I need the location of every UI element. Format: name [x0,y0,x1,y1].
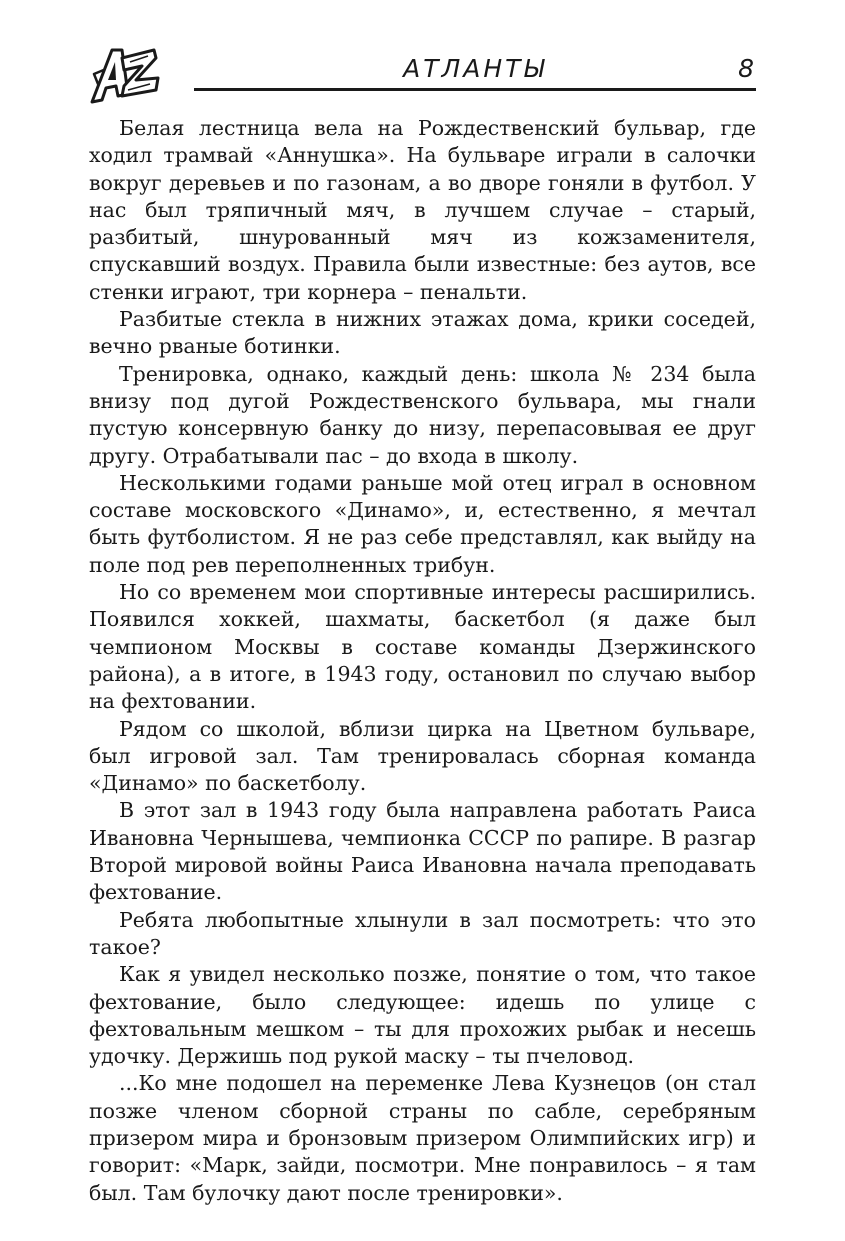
paragraph: Тренировка, однако, каждый день: школа № 234 была внизу под дугой Рождественского бульвара, мы гнали пустую консервную банку до низу, перепасовывая ее друг другу. Отрабатывали пас – до входа в школу. [89,361,756,468]
paragraph: В этот зал в 1943 году была направлена работать Раиса Ивановна Чернышева, чемпионка СССР по рапире. В разгар Второй мировой войны Раиса Ивановна начала преподавать фехтование. [89,798,756,905]
paragraph: Как я увидел несколько позже, понятие о том, что такое фехтование, было следующее: идешь по улице с фехтовальным мешком – ты для прохожих рыбак и несешь удочку. Держишь под рукой маску – ты пчеловод. [89,962,756,1069]
body-text [89,115,756,1207]
running-header [190,54,760,88]
paragraph: Рядом со школой, вблизи цирка на Цветном бульваре, был игровой зал. Там тренировалась сборная команда «Динамо» по баскетболу. [89,716,756,796]
paragraph: Ребята любопытные хлынули в зал посмотреть: что это такое? [89,907,756,959]
paragraph: Разбитые стекла в нижних этажах дома, крики соседей, вечно рваные ботинки. [89,307,756,359]
paragraph: Белая лестница вела на Рождественский бульвар, где ходил трамвай «Аннушка». На бульваре играли в салочки вокруг деревьев и по газонам, а во дворе гоняли в футбол. У нас был тряпичный мяч, в лучшем случае – старый, разбитый, шнурованный мяч из кожзаменителя, спускавший воздух. Правила были известные: без аутов, все стенки играют, три корнера – пенальти. [89,116,756,304]
page-number: 8 [738,54,754,83]
paragraph: ...Ко мне подошел на переменке Лева Кузнецов (он стал позже членом сборной страны по сабле, серебряным призером мира и бронзовым призером Олимпийских игр) и говорит: «Марк, зайди, посмотри. Мне понравилось – я там был. Там булочку дают после тренировки». [89,1071,756,1205]
paragraph: Но со временем мои спортивные интересы расширились. Появился хоккей, шахматы, баскетбол (я даже был чемпионом Москвы в составе команды Дзержинского района), а в итоге, в 1943 году, остановил по случаю выбор на фехтовании. [89,580,756,714]
az-brush-logo-icon [88,44,162,106]
header-rule [194,88,756,91]
book-title: АТЛАНТЫ [403,54,547,83]
paragraph: Несколькими годами раньше мой отец играл в основном составе московского «Динамо», и, естественно, я мечтал быть футболистом. Я не раз себе представлял, как выйду на поле под рев переполненных трибун. [89,470,756,577]
